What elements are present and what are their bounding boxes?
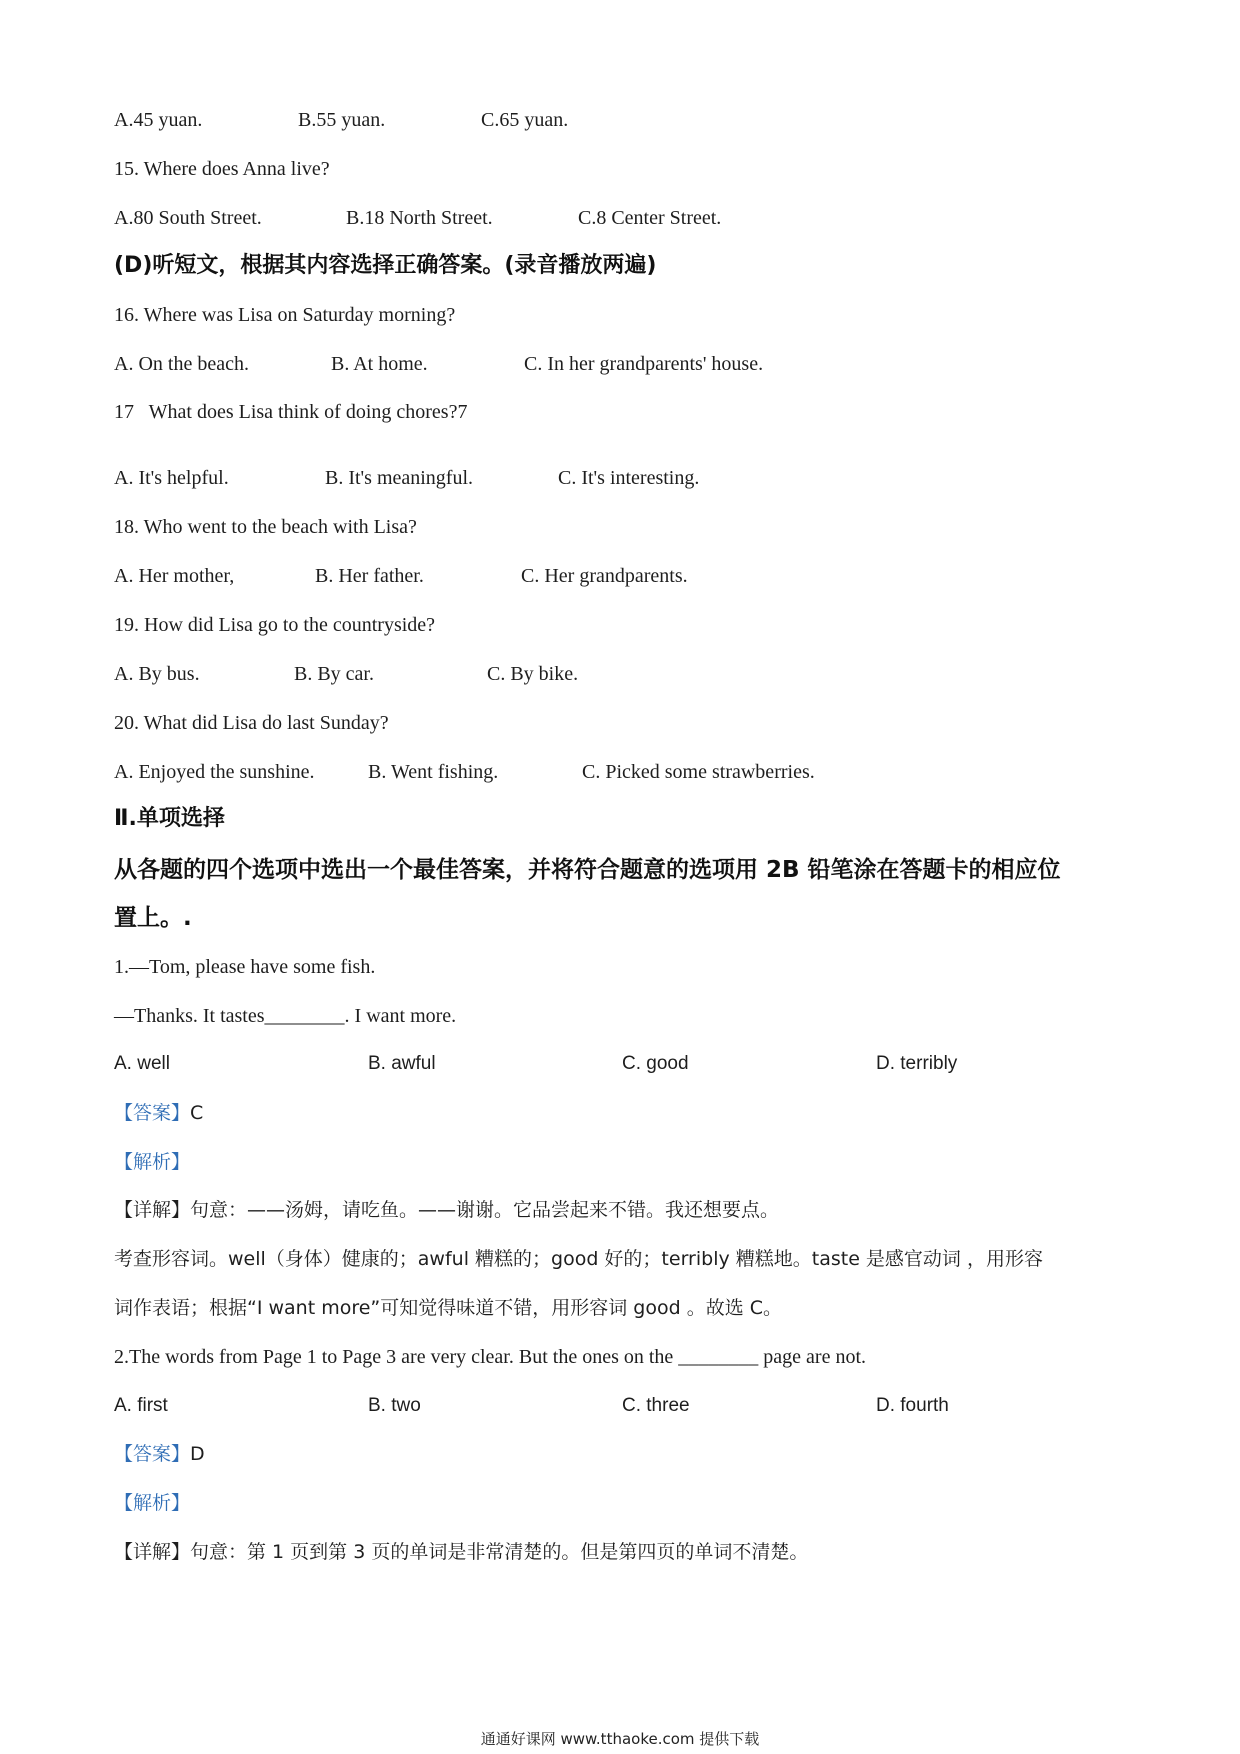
q15-stem: 15. Where does Anna live? (114, 158, 330, 180)
mc2-option-b: B. two (368, 1395, 421, 1416)
q20-stem: 20. What did Lisa do last Sunday? (114, 712, 389, 734)
q20-option-a: A. Enjoyed the sunshine. (114, 761, 315, 783)
mc1-answer (114, 1101, 203, 1125)
q14-option-a: A.45 yuan. (114, 109, 203, 131)
q16-stem: 16. Where was Lisa on Saturday morning? (114, 304, 456, 326)
q18-option-b: B. Her father. (315, 565, 424, 587)
q19-stem: 19. How did Lisa go to the countryside? (114, 614, 436, 636)
q16-option-a: A. On the beach. (114, 353, 249, 375)
q16-option-b: B. At home. (331, 353, 428, 375)
section-ii-title: Ⅱ.单项选择 (114, 806, 225, 831)
section-ii-instruction-line1: 从各题的四个选项中选出一个最佳答案，并将符合题意的选项用 2B 铅笔涂在答题卡的相应位 (114, 857, 1061, 883)
q19-option-a: A. By bus. (114, 663, 200, 685)
detail-text: 句意：——汤姆，请吃鱼。——谢谢。它品尝起来不错。我还想要点。 (190, 1199, 780, 1221)
mc2-detail-line1 (114, 1540, 808, 1564)
answer-value: D (190, 1443, 205, 1465)
detail-text: 句意：第 1 页到第 3 页的单词是非常清楚的。但是第四页的单词不清楚。 (190, 1541, 809, 1563)
q17-stem: 17 What does Lisa think of doing chores?7 (114, 401, 468, 423)
page-footer: 通通好课网 www.tthaoke.com 提供下载 (480, 1730, 760, 1748)
q17-option-b: B. It's meaningful. (325, 467, 474, 489)
q18-option-a: A. Her mother, (114, 565, 235, 587)
mc2-answer (114, 1442, 205, 1466)
mc1-option-b: B. awful (368, 1053, 436, 1074)
q17-option-a: A. It's helpful. (114, 467, 229, 489)
mc2-stem: 2.The words from Page 1 to Page 3 are very clear. But the ones on the ________ page are not. (114, 1346, 867, 1368)
section-ii-instruction-line2: 置上。. (114, 905, 192, 931)
q19-option-b: B. By car. (294, 663, 374, 685)
mc1-option-a: A. well (114, 1053, 170, 1074)
q20-option-c: C. Picked some strawberries. (582, 761, 815, 783)
mc1-detail-line2: 考查形容词。well（身体）健康的；awful 糟糕的；good 好的；terribly 糟糕地。taste 是感官动词 ，用形容 (114, 1248, 1043, 1270)
q14-option-b: B.55 yuan. (298, 109, 386, 131)
mc1-option-c: C. good (622, 1053, 689, 1074)
mc1-stem-line1: 1.—Tom, please have some fish. (114, 956, 376, 978)
q15-option-c: C.8 Center Street. (578, 207, 722, 229)
detail-tag: 【详解】 (114, 1199, 191, 1221)
mc1-detail-line1 (114, 1198, 779, 1222)
answer-tag: 【答案】 (114, 1102, 191, 1124)
analysis-tag: 【解析】 (114, 1151, 191, 1173)
mc1-option-d: D. terribly (876, 1053, 958, 1074)
q15-option-b: B.18 North Street. (346, 207, 493, 229)
q19-option-c: C. By bike. (487, 663, 579, 685)
mc1-detail-line3: 词作表语；根据“I want more”可知觉得味道不错，用形容词 good 。故选 C。 (114, 1297, 783, 1319)
q15-option-a: A.80 South Street. (114, 207, 262, 229)
q16-option-c: C. In her grandparents' house. (524, 353, 764, 375)
answer-value: C (190, 1102, 204, 1124)
q18-stem: 18. Who went to the beach with Lisa? (114, 516, 417, 538)
mc2-analysis (114, 1491, 190, 1515)
mc2-option-a: A. first (114, 1395, 168, 1416)
mc1-stem-line2: —Thanks. It tastes________. I want more. (114, 1005, 457, 1027)
q18-option-c: C. Her grandparents. (521, 565, 688, 587)
q17-option-c: C. It's interesting. (558, 467, 700, 489)
detail-tag: 【详解】 (114, 1541, 191, 1563)
mc1-analysis (114, 1150, 190, 1174)
analysis-tag: 【解析】 (114, 1492, 191, 1514)
q14-option-c: C.65 yuan. (481, 109, 569, 131)
q20-option-b: B. Went fishing. (368, 761, 499, 783)
mc2-option-c: C. three (622, 1395, 690, 1416)
mc2-option-d: D. fourth (876, 1395, 949, 1416)
section-d-heading: (D)听短文，根据其内容选择正确答案。(录音播放两遍) (114, 253, 657, 278)
answer-tag: 【答案】 (114, 1443, 191, 1465)
